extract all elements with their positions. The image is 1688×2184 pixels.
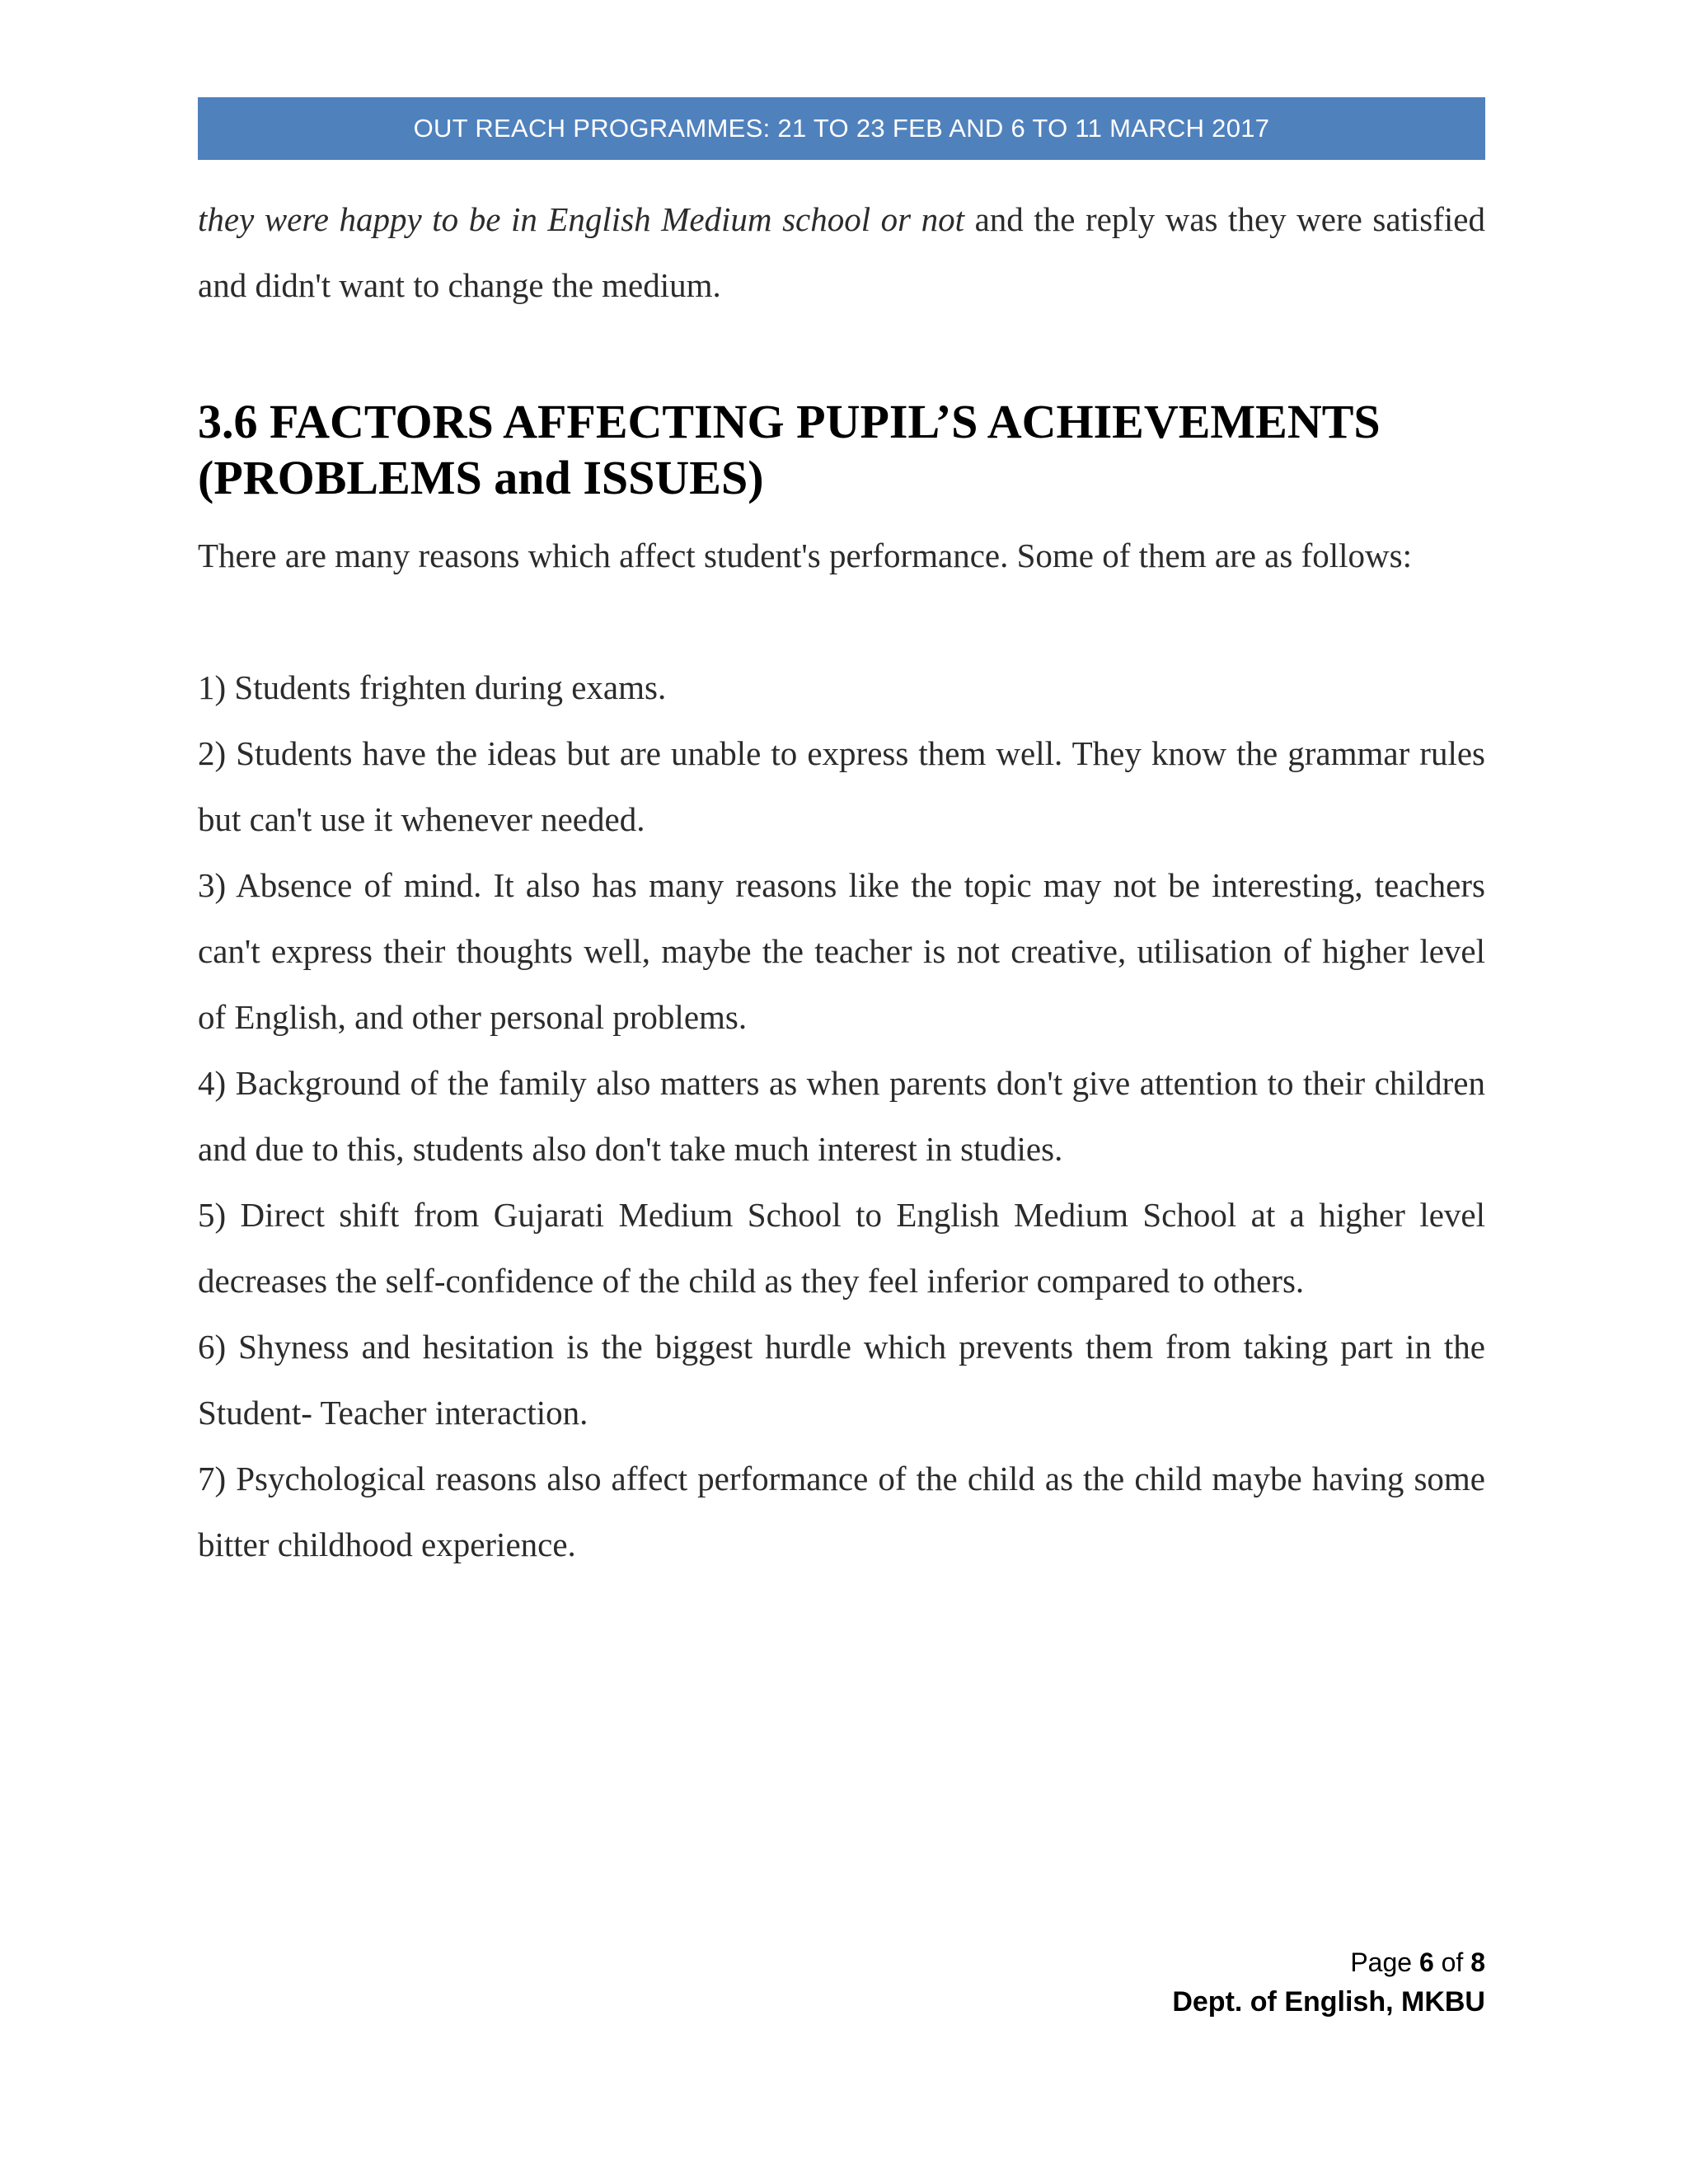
section-heading-line1: 3.6 FACTORS AFFECTING PUPIL’S ACHIEVEMENTS bbox=[198, 395, 1381, 448]
page-total: 8 bbox=[1470, 1947, 1485, 1977]
document-body bbox=[198, 186, 1485, 1577]
intro-italic-text: they were happy to be in English Medium school or not bbox=[198, 200, 965, 238]
intro-paragraph bbox=[198, 186, 1485, 318]
page-prefix: Page bbox=[1350, 1947, 1419, 1977]
list-item: 2) Students have the ideas but are unable to express them well. They know the grammar rules but can't use it whenever needed. bbox=[198, 734, 1485, 838]
list-item: 5) Direct shift from Gujarati Medium School to English Medium School at a higher level decreases the self-confidence of the child as they feel inferior compared to others. bbox=[198, 1196, 1485, 1300]
list-item: 3) Absence of mind. It also has many reasons like the topic may not be interesting, teachers can't express their thoughts well, maybe the teacher is not creative, utilisation of higher level of English, and other personal problems. bbox=[198, 866, 1485, 1036]
page-number bbox=[1172, 1943, 1485, 1981]
section-heading-line2: (PROBLEMS and ISSUES) bbox=[198, 451, 764, 504]
section-lead-paragraph: There are many reasons which affect student's performance. Some of them are as follows: bbox=[198, 537, 1412, 574]
list-item: 4) Background of the family also matters as when parents don't give attention to their children and due to this, students also don't take much interest in studies. bbox=[198, 1064, 1485, 1168]
list-item: 7) Psychological reasons also affect performance of the child as the child maybe having some bitter childhood experience. bbox=[198, 1460, 1485, 1563]
list-item: 6) Shyness and hesitation is the biggest hurdle which prevents them from taking part in the Student- Teacher interaction. bbox=[198, 1328, 1485, 1432]
header-title: OUT REACH PROGRAMMES: 21 TO 23 FEB AND 6 TO 11 MARCH 2017 bbox=[413, 114, 1270, 143]
department-name: Dept. of English, MKBU bbox=[1172, 1986, 1485, 2018]
factors-list bbox=[198, 654, 1485, 1577]
list-item: 1) Students frighten during exams. bbox=[198, 668, 667, 706]
page-footer bbox=[1172, 1943, 1485, 2022]
page-current: 6 bbox=[1418, 1947, 1434, 1977]
page-of: of bbox=[1433, 1947, 1471, 1977]
section-heading bbox=[198, 394, 1485, 506]
intro-rest-text: and the reply was they were satisfied and didn't want to change the medium. bbox=[198, 200, 1486, 304]
page-header-band bbox=[198, 97, 1485, 160]
